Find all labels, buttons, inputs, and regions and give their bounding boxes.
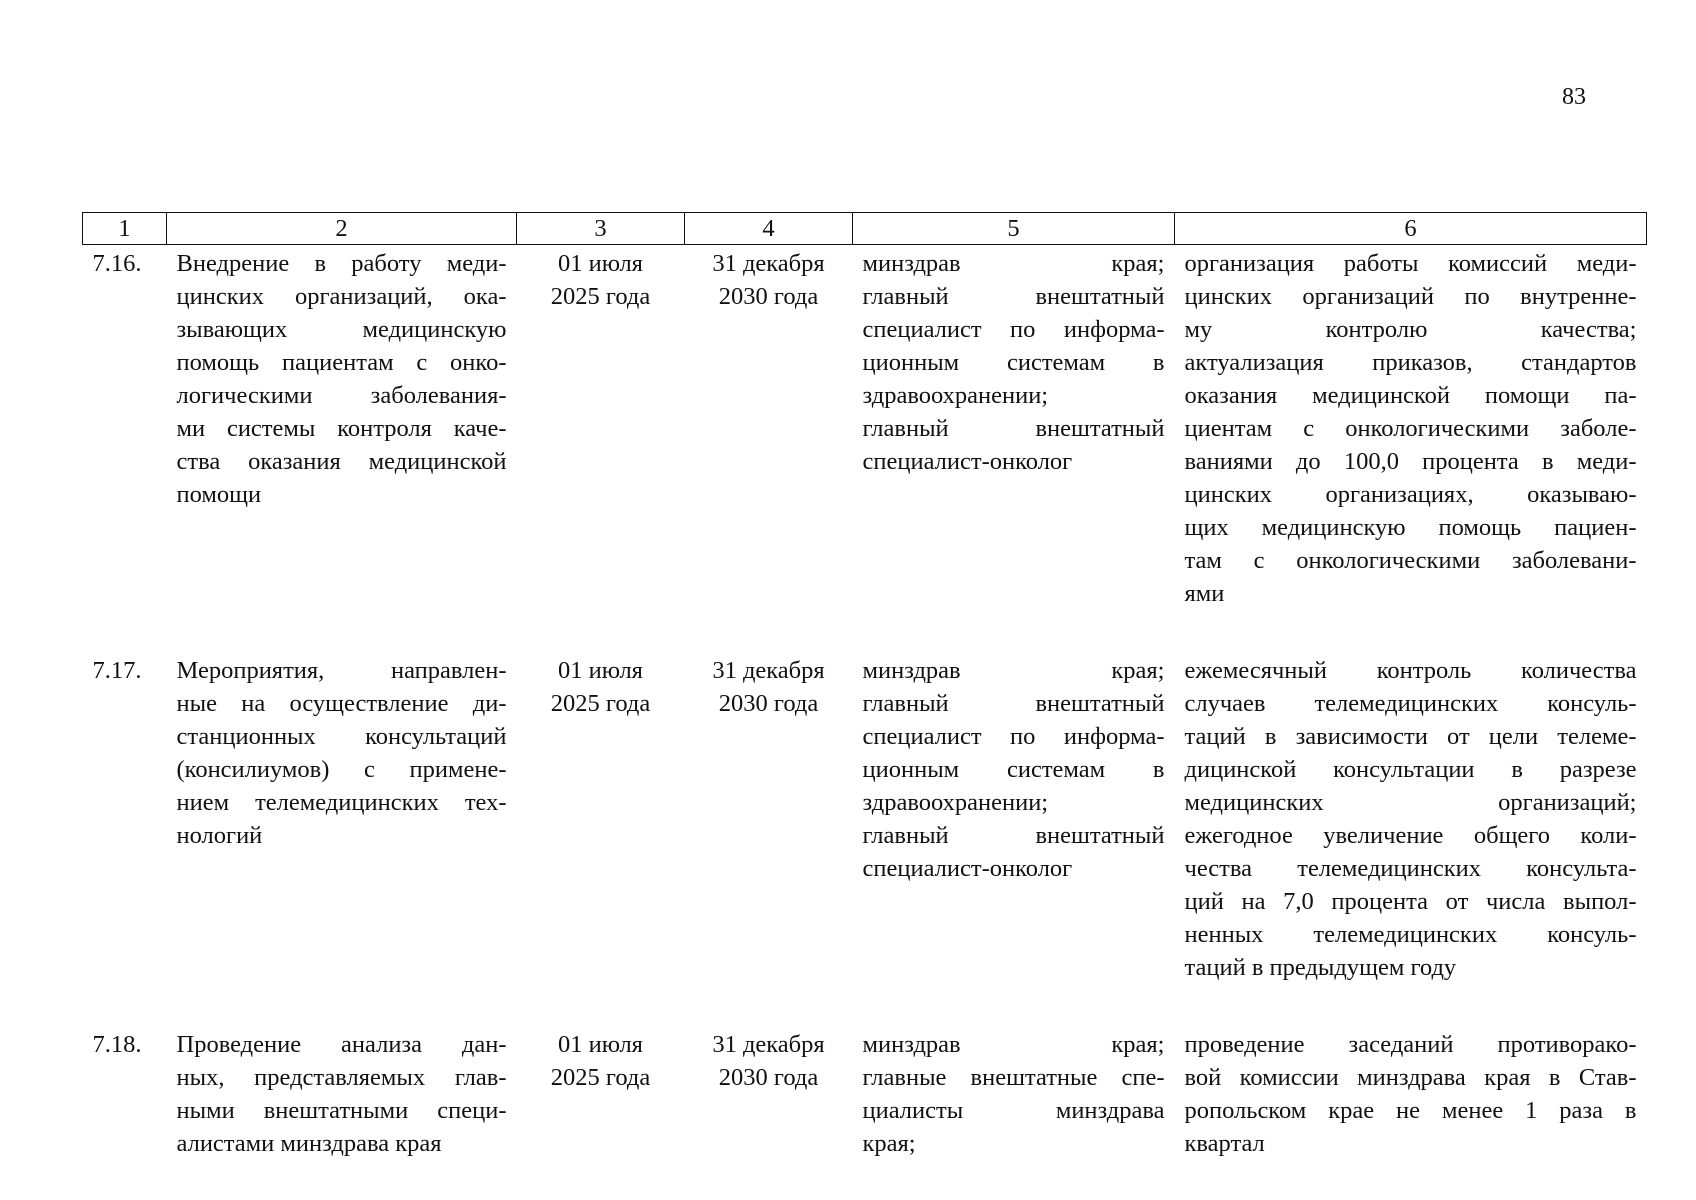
table-row (83, 245, 1647, 653)
cell-line: организация работы комиссий меди- (1184, 250, 1637, 277)
cell-line: минздрав края; (862, 1031, 1165, 1058)
cell-line: вой комиссии минздрава края в Став- (1184, 1064, 1637, 1091)
cell-line: ными внештатными специ- (176, 1097, 507, 1124)
cell-line: ных, представляемых глав- (176, 1064, 507, 1091)
cell-line: помощь пациентам с онко- (176, 349, 507, 376)
cell-line: 2030 года (718, 283, 819, 310)
cell-line: ные на осуществление ди- (176, 690, 507, 717)
cell-line: ями (1184, 580, 1225, 607)
cell-line: 31 декабря (712, 657, 825, 684)
activity-name (167, 1026, 517, 1160)
responsible-party (853, 652, 1175, 1026)
cell-line: чества телемедицинских консульта- (1184, 855, 1637, 882)
cell-line: ми системы контроля каче- (176, 415, 507, 442)
cell-line: медицинских организаций; (1184, 789, 1637, 816)
cell-line: циентам с онкологическими заболе- (1184, 415, 1637, 442)
cell-line: случаев телемедицинских консуль- (1184, 690, 1637, 717)
column-header-3: 3 (517, 213, 685, 245)
cell-line: 31 декабря (712, 250, 825, 277)
plan-table (82, 212, 1647, 1160)
cell-line: станционных консультаций (176, 723, 507, 750)
column-header-2: 2 (167, 213, 517, 245)
cell-line: зывающих медицинскую (176, 316, 507, 343)
cell-line: актуализация приказов, стандартов (1184, 349, 1637, 376)
cell-line: специалист-онколог (862, 855, 1073, 882)
cell-line: ежегодное увеличение общего коли- (1184, 822, 1637, 849)
cell-line: минздрав края; (862, 657, 1165, 684)
end-date (685, 245, 853, 653)
activity-name (167, 652, 517, 1026)
cell-line: алистами минздрава края (176, 1130, 442, 1157)
table-row (83, 1026, 1647, 1160)
column-header-1: 1 (83, 213, 167, 245)
cell-line: ежемесячный контроль количества (1184, 657, 1637, 684)
cell-line: минздрав края; (862, 250, 1165, 277)
cell-line: Мероприятия, направлен- (176, 657, 507, 684)
cell-line: ваниями до 100,0 процента в меди- (1184, 448, 1637, 475)
cell-line: специалист по информа- (862, 723, 1165, 750)
cell-line: ций на 7,0 процента от числа выпол- (1184, 888, 1637, 915)
page-number: 83 (1562, 84, 1586, 110)
cell-line: главный внештатный (862, 690, 1165, 717)
cell-line: здравоохранении; (862, 789, 1049, 816)
cell-line: нологий (176, 822, 263, 849)
cell-line: цинских организациях, оказываю- (1184, 481, 1637, 508)
cell-line: Проведение анализа дан- (176, 1031, 507, 1058)
cell-line: циалисты минздрава (862, 1097, 1165, 1124)
column-header-4: 4 (685, 213, 853, 245)
cell-line: ненных телемедицинских консуль- (1184, 921, 1637, 948)
cell-line: 2030 года (718, 1064, 819, 1091)
table-row (83, 652, 1647, 1026)
start-date (517, 245, 685, 653)
cell-line: там с онкологическими заболевани- (1184, 547, 1637, 574)
cell-line: здравоохранении; (862, 382, 1049, 409)
cell-line: оказания медицинской помощи па- (1184, 382, 1637, 409)
cell-line: Внедрение в работу меди- (176, 250, 507, 277)
cell-line: ства оказания медицинской (176, 448, 507, 475)
cell-line: квартал (1184, 1130, 1265, 1157)
cell-line: главный внештатный (862, 283, 1165, 310)
cell-line: дицинской консультации в разрезе (1184, 756, 1637, 783)
column-header-6: 6 (1175, 213, 1647, 245)
item-number: 7.17. (92, 657, 142, 684)
end-date (685, 1026, 853, 1160)
expected-result (1175, 245, 1647, 653)
cell-line: 2025 года (550, 690, 651, 717)
cell-line: 01 июля (558, 250, 643, 277)
cell-line: главный внештатный (862, 415, 1165, 442)
cell-line: главный внештатный (862, 822, 1165, 849)
cell-line: 2030 года (718, 690, 819, 717)
cell-line: 01 июля (558, 657, 643, 684)
cell-line: таций в зависимости от цели телеме- (1184, 723, 1637, 750)
cell-line: цинских организаций, ока- (176, 283, 507, 310)
cell-line: 2025 года (550, 283, 651, 310)
cell-line: цинских организаций по внутренне- (1184, 283, 1637, 310)
cell-line: таций в предыдущем году (1184, 954, 1457, 981)
cell-line: логическими заболевания- (176, 382, 507, 409)
start-date (517, 1026, 685, 1160)
cell-line: 2025 года (550, 1064, 651, 1091)
responsible-party (853, 245, 1175, 653)
column-header-5: 5 (853, 213, 1175, 245)
cell-line: 31 декабря (712, 1031, 825, 1058)
cell-line: щих медицинскую помощь пациен- (1184, 514, 1637, 541)
expected-result (1175, 652, 1647, 1026)
header-row (83, 213, 1647, 245)
cell-line: ционным системам в (862, 349, 1165, 376)
cell-line: главные внештатные спе- (862, 1064, 1165, 1091)
item-number: 7.18. (92, 1031, 142, 1058)
cell-line: специалист по информа- (862, 316, 1165, 343)
responsible-party (853, 1026, 1175, 1160)
end-date (685, 652, 853, 1026)
cell-line: края; (862, 1130, 916, 1157)
cell-line: специалист-онколог (862, 448, 1073, 475)
cell-line: ропольском крае не менее 1 раза в (1184, 1097, 1637, 1124)
cell-line: му контролю качества; (1184, 316, 1637, 343)
cell-line: нием телемедицинских тех- (176, 789, 507, 816)
cell-line: помощи (176, 481, 262, 508)
cell-line: (консилиумов) с примене- (176, 756, 507, 783)
cell-line: 01 июля (558, 1031, 643, 1058)
start-date (517, 652, 685, 1026)
activity-name (167, 245, 517, 653)
item-number: 7.16. (92, 250, 142, 277)
cell-line: проведение заседаний противорако- (1184, 1031, 1637, 1058)
cell-line: ционным системам в (862, 756, 1165, 783)
expected-result (1175, 1026, 1647, 1160)
